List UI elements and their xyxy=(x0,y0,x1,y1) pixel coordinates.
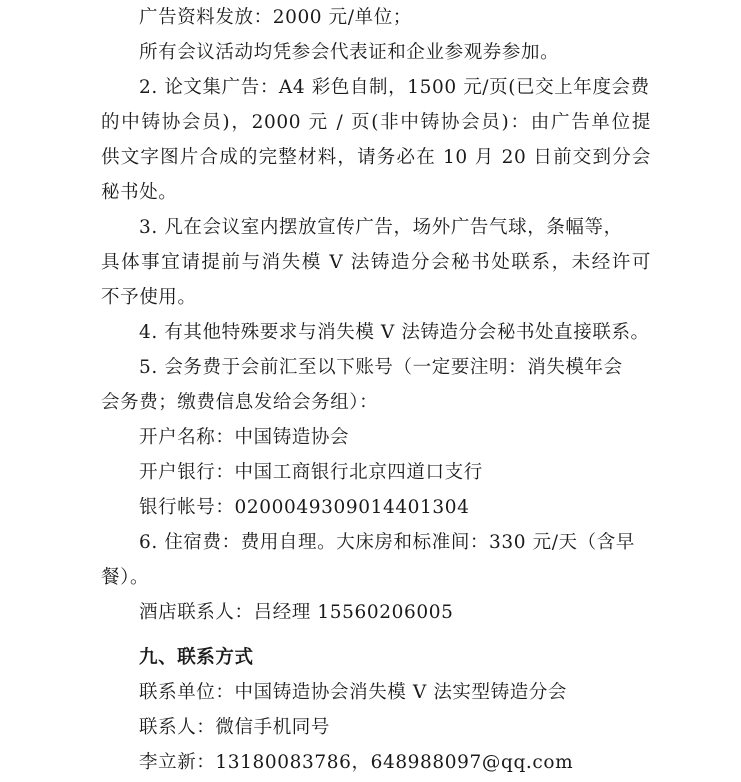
item-3-line-1: 3. 凡在会议室内摆放宣传广告，场外广告气球，条幅等， xyxy=(139,217,623,238)
item-3-line-2: 具体事宜请提前与消失模 V 法铸造分会秘书处联系，未经许可 xyxy=(101,252,651,273)
item-5-line-2: 会务费；缴费信息发给会务组）： xyxy=(101,392,379,413)
contact-person-line: 联系人：微信手机同号 xyxy=(139,717,331,738)
item-5-line-1: 5. 会务费于会前汇至以下账号（一定要注明：消失模年会 xyxy=(139,357,623,378)
account-number-line: 银行帐号：0200049309014401304 xyxy=(139,497,470,518)
hotel-contact-line: 酒店联系人：吕经理 15560206005 xyxy=(139,602,454,623)
ad-material-line: 广告资料发放：2000 元/单位； xyxy=(139,7,412,28)
item-2-line-1: 2. 论文集广告：A4 彩色自制，1500 元/页(已交上年度会费 xyxy=(139,77,650,98)
item-6-line-2: 餐）。 xyxy=(101,567,150,588)
item-2-line-2: 的中铸协会员)，2000 元 / 页(非中铸协会员)：由广告单位提 xyxy=(101,112,651,133)
item-3-line-3: 不予使用。 xyxy=(101,287,197,308)
item-6-line-1: 6. 住宿费：费用自理。大床房和标准间：330 元/天（含早 xyxy=(139,532,635,553)
account-name-line: 开户名称：中国铸造协会 xyxy=(139,427,350,448)
item-4-line: 4. 有其他特殊要求与消失模 V 法铸造分会秘书处直接联系。 xyxy=(139,322,650,343)
section-heading-contact: 九、联系方式 xyxy=(139,647,254,668)
item-2-line-4: 秘书处。 xyxy=(101,182,178,203)
attendance-line: 所有会议活动均凭参会代表证和企业参观券参加。 xyxy=(139,42,560,63)
bank-line: 开户银行：中国工商银行北京四道口支行 xyxy=(139,462,483,483)
contact-li-lixin-line: 李立新：13180083786，648988097@qq.com xyxy=(139,752,574,773)
item-2-line-3: 供文字图片合成的完整材料，请务必在 10 月 20 日前交到分会 xyxy=(101,147,651,168)
contact-unit-line: 联系单位：中国铸造协会消失模 V 法实型铸造分会 xyxy=(139,682,568,703)
